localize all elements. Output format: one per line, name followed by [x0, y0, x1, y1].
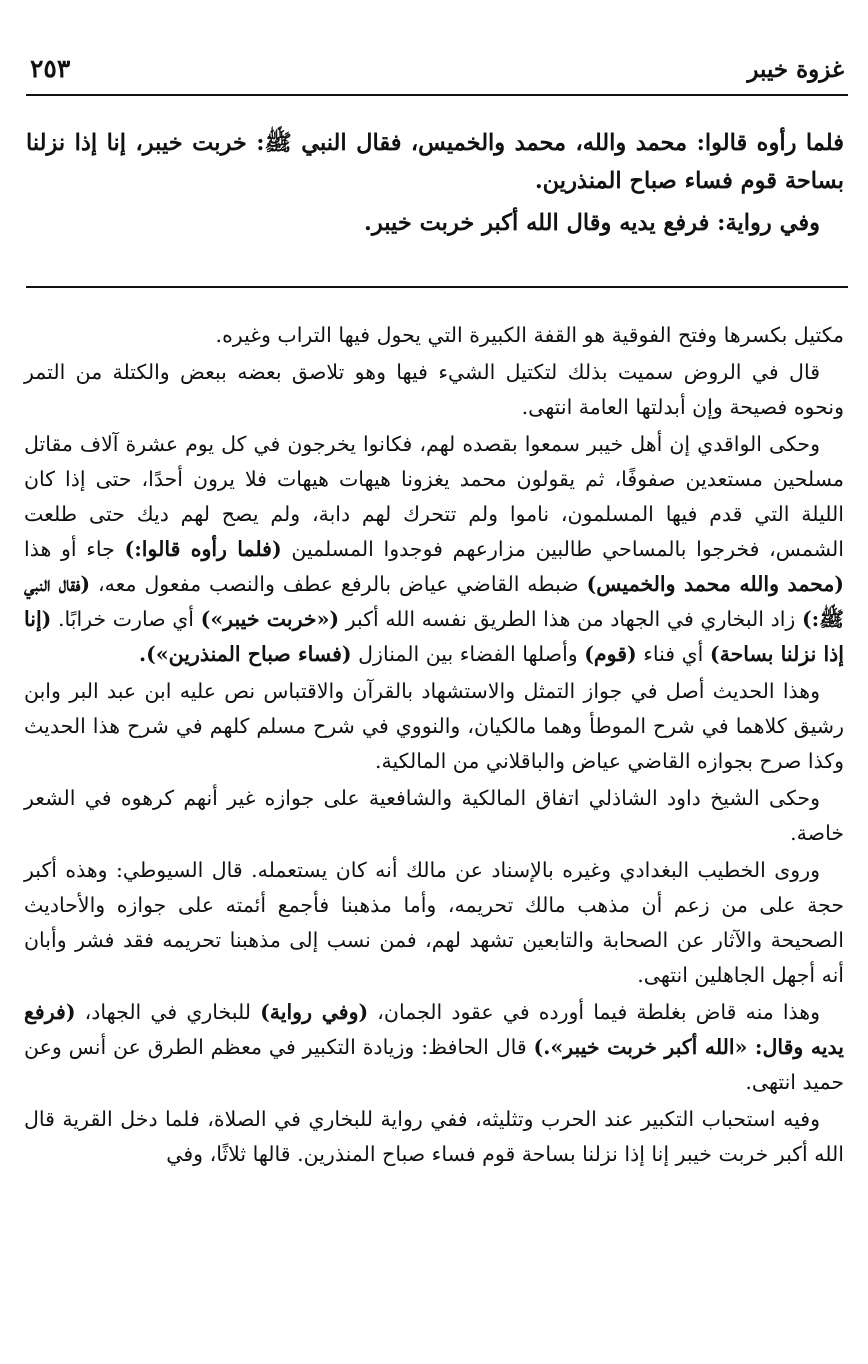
- quoted-matn: (وفي رواية): [260, 1000, 369, 1024]
- page-header: [26, 52, 848, 96]
- quoted-matn: (إنا إذا نزلنا بساحة): [24, 607, 844, 666]
- commentary-text-run: وهذا منه قاض بغلطة فيما أورده في عقود الجمان،: [377, 1000, 820, 1024]
- commentary-paragraph: وروى الخطيب البغدادي وغيره بالإسناد عن مالك أنه كان يستعمله. قال السيوطي: وهذه أكبر حجة على من زعم أن مذهب مالك تحريمه، وأما مذهبنا فأجمع أئمته على جوازه والأحاديث الصحيحة والآثار عن الصحابة والتابعين تشهد لهم، فمن نسب إلى مذهبنا تحريمه فقد فشر وأبان أنه أجهل الجاهلين انتهى.: [24, 858, 844, 987]
- quoted-matn: (فلما رأوه قالوا:): [124, 537, 282, 561]
- commentary-text-run: أي صارت خرابًا.: [58, 607, 194, 631]
- commentary-paragraph: [24, 427, 844, 672]
- quoted-matn: (فرفع يديه وقال: «الله أكبر خربت خيبر».): [24, 1000, 844, 1059]
- section-divider: [26, 286, 848, 288]
- commentary-text-run: أي فناء: [643, 642, 704, 666]
- commentary-paragraph: [24, 995, 844, 1100]
- commentary-text: [24, 318, 844, 1174]
- commentary-text-run: وحكى الواقدي إن أهل خيبر سمعوا بقصده لهم، فكانوا يخرجون في كل يوم عشرة آلاف مقاتل مسلحين مستعدين صفوفًا، ثم يقولون محمد يغزونا هيهات هيهات فلا يرون أحدًا، حتى إذا كان الليلة التي قدم فيها المسلمون، ناموا ولم تتحرك لهم دابة، ولم يصح لهم ديك حتى طلعت الشمس، فخرجوا بالمساحي طالبين مزارعهم فوجدوا المسلمين: [24, 432, 844, 561]
- commentary-paragraph: قال في الروض سميت بذلك لتكتيل الشيء فيها وهو تلاصق بعضه ببعض والكتلة من التمر ونحوه فصيحة وإن أبدلتها العامة انتهى.: [24, 360, 844, 419]
- quoted-matn: («خربت خيبر»): [200, 607, 340, 631]
- hadith-text: [26, 124, 844, 242]
- quoted-matn: (فساء صباح المنذرين»).: [139, 642, 352, 666]
- commentary-text-run: وأصلها الفضاء بين المنازل: [358, 642, 578, 666]
- page-number: ٢٥٣: [30, 54, 71, 83]
- hadith-line: فلما رأوه قالوا: محمد والله، محمد والخميس، فقال النبي ﷺ: خربت خيبر، إنا إذا نزلنا بساحة قوم فساء صباح المنذرين.: [26, 130, 844, 194]
- commentary-text-run: قال الحافظ: وزيادة التكبير في معظم الطرق عن أنس وعن حميد انتهى.: [24, 1035, 844, 1094]
- commentary-text-run: ضبطه القاضي عياض بالرفع عطف والنصب مفعول معه،: [97, 572, 579, 596]
- quoted-matn: (فقال النبي ﷺ:): [24, 572, 844, 631]
- chapter-title: غزوة خيبر: [747, 56, 844, 83]
- commentary-text-run: للبخاري في الجهاد،: [84, 1000, 251, 1024]
- commentary-paragraph: وهذا الحديث أصل في جواز التمثل والاستشهاد بالقرآن والاقتباس نص عليه ابن عبد البر وابن رشيق كلاهما في شرح الموطأ وهما مالكيان، والنووي في شرح مسلم كلهم في شرح هذا الحديث وكذا صرح بجوازه القاضي عياض والباقلاني من المالكية.: [24, 679, 844, 773]
- commentary-paragraph: وحكى الشيخ داود الشاذلي اتفاق المالكية والشافعية على جوازه غير أنهم كرهوه في الشعر خاصة.: [24, 786, 844, 845]
- commentary-paragraph: وفيه استحباب التكبير عند الحرب وتثليثه، ففي رواية للبخاري في الصلاة، فلما دخل القرية قال الله أكبر خربت خيبر إنا إذا نزلنا بساحة قوم فساء صباح المنذرين. قالها ثلاثًا، وفي: [24, 1107, 844, 1166]
- commentary-text-run: زاد البخاري في الجهاد من هذا الطريق نفسه الله أكبر: [345, 607, 796, 631]
- hadith-variant-line: وفي رواية: فرفع يديه وقال الله أكبر خربت خيبر.: [364, 210, 820, 236]
- quoted-matn: (قوم): [584, 642, 637, 666]
- commentary-text-run: جاء أو هذا: [24, 537, 115, 561]
- commentary-paragraph: مكتيل بكسرها وفتح الفوقية هو القفة الكبيرة التي يحول فيها التراب وغيره.: [215, 323, 844, 347]
- quoted-matn: (محمد والله محمد والخميس): [586, 572, 844, 596]
